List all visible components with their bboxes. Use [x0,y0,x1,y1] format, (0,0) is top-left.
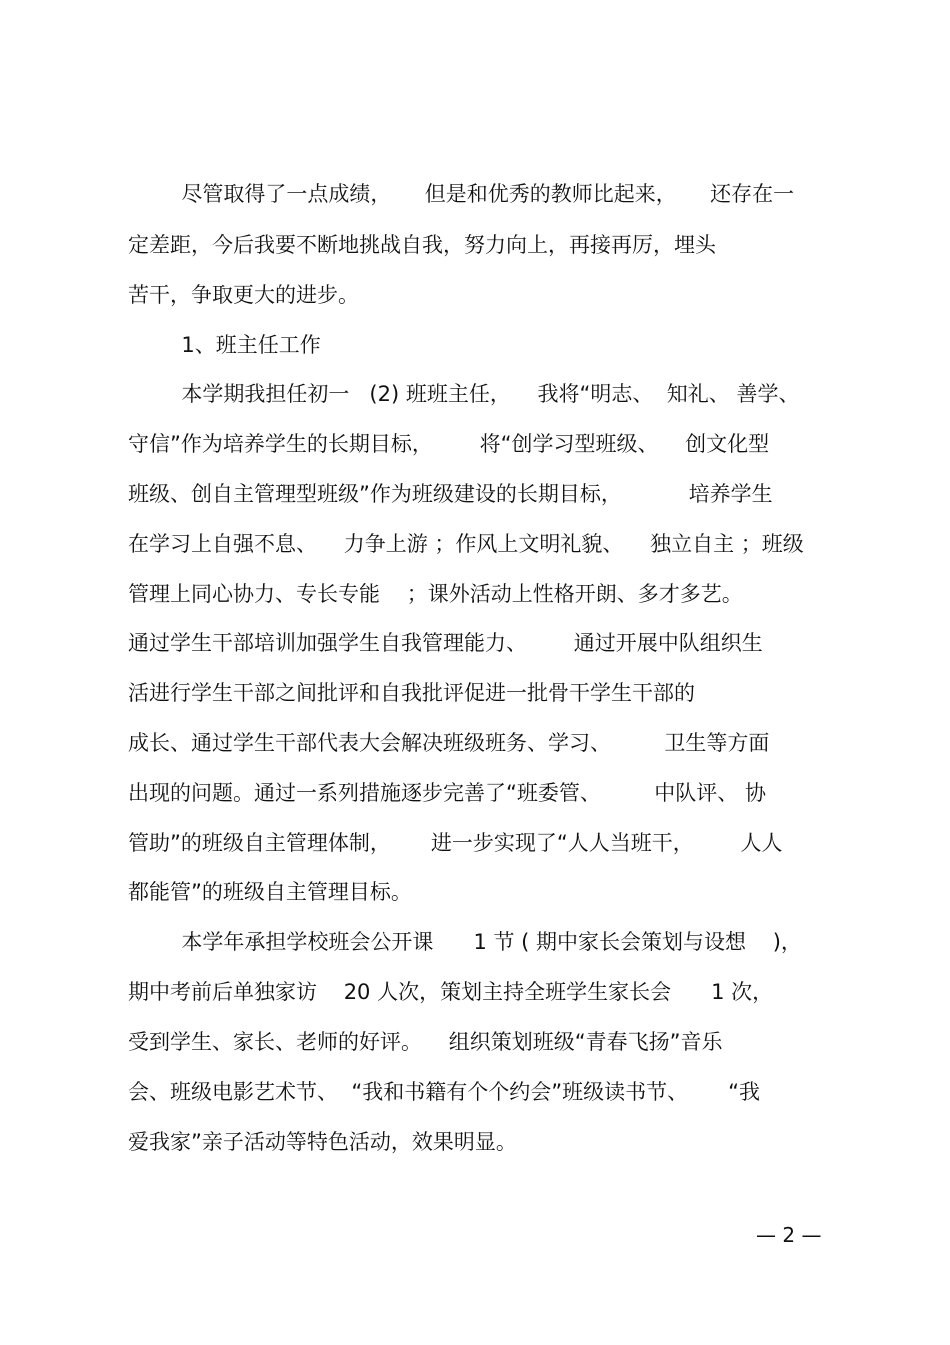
page-number: — 2 — [756,1223,822,1247]
paragraph-line: 活进行学生干部之间批评和自我批评促进一批骨干学生干部的 [128,681,695,705]
paragraph-line: 在学习上自强不息、 力争上游 ；作风上文明礼貌、 独立自主 ；班级 [128,532,804,556]
paragraph-line: 本学年承担学校班会公开课 1 节 ( 期中家长会策划与设想 )， [128,930,802,954]
paragraph-line: 出现的问题。通过一系列措施逐步完善了“班委管、 中队评、 协 [128,781,766,805]
paragraph-line: 通过学生干部培训加强学生自我管理能力、 通过开展中队组织生 [128,631,763,655]
paragraph-line: 本学期我担任初一 (2) 班班主任， 我将“明志、 知礼、 善学、 [128,382,800,406]
paragraph-line: 苦干，争取更大的进步。 [128,283,359,307]
paragraph-line: 定差距，今后我要不断地挑战自我，努力向上，再接再厉，埋头 [128,233,716,257]
paragraph-line: 会、班级电影艺术节、 “我和书籍有个个约会”班级读书节、 “我 [128,1080,761,1104]
paragraph-line: 守信”作为培养学生的长期目标， 将“创学习型班级、 创文化型 [128,432,770,456]
section-heading: 1、班主任工作 [128,333,321,357]
paragraph-line: 期中考前后单独家访 20 人次，策划主持全班学生家长会 1 次， [128,980,774,1004]
paragraph-line: 成长、通过学生干部代表大会解决班级班务、学习、 卫生等方面 [128,731,770,755]
paragraph-line: 受到学生、家长、老师的好评。 组织策划班级“青春飞扬”音乐 [128,1030,723,1054]
paragraph-line: 管理上同心协力、专长专能 ；课外活动上性格开朗、多才多艺。 [128,582,743,606]
paragraph-line: 班级、创自主管理型班级”作为班级建设的长期目标， 培养学生 [128,482,773,506]
paragraph-line: 都能管”的班级自主管理目标。 [128,880,412,904]
paragraph-line: 尽管取得了一点成绩， 但是和优秀的教师比起来， 还存在一 [128,182,795,206]
paragraph-line: 管助”的班级自主管理体制， 进一步实现了“人人当班干， 人人 [128,831,783,855]
paragraph-line: 爱我家”亲子活动等特色活动，效果明显。 [128,1130,517,1154]
